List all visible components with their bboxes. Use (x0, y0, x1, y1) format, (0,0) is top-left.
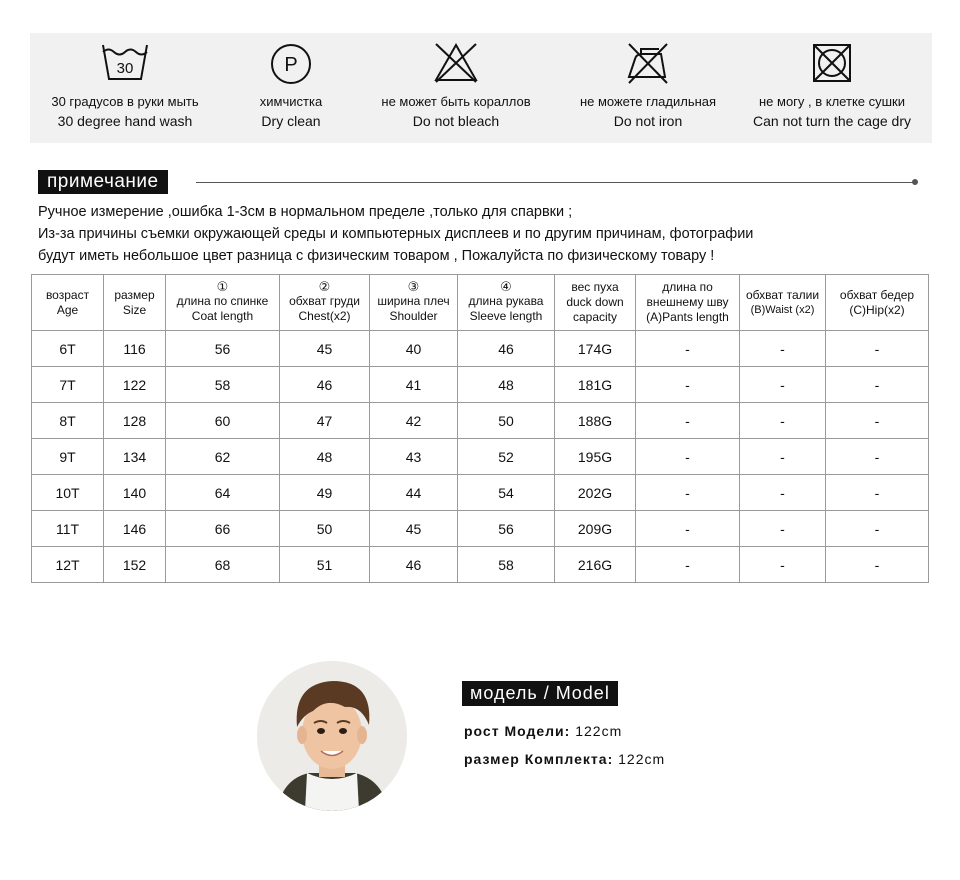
table-cell: - (826, 367, 929, 403)
care-label-ru: химчистка (259, 94, 323, 109)
model-size-value: 122cm (618, 751, 666, 767)
table-cell: 140 (104, 475, 166, 511)
header-ru: длина рукава (468, 294, 544, 308)
header-en: Sleeve length (469, 309, 543, 323)
dry-clean-icon (266, 39, 316, 87)
care-item-hand-wash (34, 33, 216, 143)
care-instructions-band (30, 33, 932, 143)
header-ru: внешнему шву (646, 295, 729, 309)
care-item-no-tumble-dry (742, 33, 922, 143)
table-cell: - (826, 547, 929, 583)
model-height-value: 122cm (575, 723, 623, 739)
table-cell: 45 (280, 331, 370, 367)
care-label-ru: не могу , в клетке сушки (758, 94, 905, 109)
table-cell: 209G (555, 511, 636, 547)
table-cell: 50 (280, 511, 370, 547)
table-cell: 181G (555, 367, 636, 403)
table-row (32, 547, 929, 583)
header-pants-length (636, 275, 740, 331)
table-cell: 46 (280, 367, 370, 403)
table-cell: 45 (370, 511, 458, 547)
table-cell: - (636, 331, 740, 367)
table-cell: 44 (370, 475, 458, 511)
table-cell: 58 (166, 367, 280, 403)
header-en: Size (122, 302, 147, 317)
table-row (32, 475, 929, 511)
wash-30-icon (100, 39, 150, 87)
table-cell: 128 (104, 403, 166, 439)
note-divider-dot (912, 179, 918, 185)
table-cell: 188G (555, 403, 636, 439)
table-cell: - (826, 475, 929, 511)
table-cell: - (636, 439, 740, 475)
table-cell: - (740, 403, 826, 439)
table-cell: 62 (166, 439, 280, 475)
table-cell: 12T (32, 547, 104, 583)
size-table (31, 274, 929, 583)
header-shoulder (370, 275, 458, 331)
table-cell: - (740, 331, 826, 367)
table-cell: 10T (32, 475, 104, 511)
table-cell: 66 (166, 511, 280, 547)
table-row (32, 511, 929, 547)
wash-temperature-label: 30 (116, 60, 134, 77)
table-cell: 146 (104, 511, 166, 547)
care-item-no-bleach (366, 33, 546, 143)
table-cell: 116 (104, 331, 166, 367)
header-en: Age (56, 302, 79, 317)
table-row (32, 331, 929, 367)
table-cell: - (740, 511, 826, 547)
header-ru: длина по (662, 280, 713, 294)
header-number: ① (216, 280, 229, 295)
table-cell: 9T (32, 439, 104, 475)
table-header-row (32, 275, 929, 331)
table-cell: - (826, 439, 929, 475)
header-en: Chest(x2) (298, 309, 351, 323)
care-label-ru: не может быть кораллов (381, 94, 531, 109)
header-sleeve-length (458, 275, 555, 331)
table-cell: 43 (370, 439, 458, 475)
header-size (104, 275, 166, 331)
header-ru: размер (114, 287, 155, 302)
table-cell: 46 (370, 547, 458, 583)
model-outfit-size (464, 751, 665, 767)
header-number: ② (318, 280, 331, 295)
table-cell: 47 (280, 403, 370, 439)
table-cell: - (740, 439, 826, 475)
table-cell: 40 (370, 331, 458, 367)
table-cell: 152 (104, 547, 166, 583)
header-waist (740, 275, 826, 331)
table-cell: 51 (280, 547, 370, 583)
header-hip (826, 275, 929, 331)
table-cell: 60 (166, 403, 280, 439)
table-cell: 122 (104, 367, 166, 403)
table-cell: 48 (280, 439, 370, 475)
table-cell: - (636, 475, 740, 511)
care-label-ru: не можете гладильная (579, 94, 717, 109)
header-en: Shoulder (389, 309, 438, 323)
table-cell: 68 (166, 547, 280, 583)
header-ru: обхват груди (289, 294, 360, 308)
table-cell: 216G (555, 547, 636, 583)
table-cell: - (636, 367, 740, 403)
header-en: (B)Waist (x2) (750, 303, 815, 316)
header-number: ③ (407, 280, 420, 295)
table-cell: - (636, 511, 740, 547)
table-cell: 48 (458, 367, 555, 403)
header-ru: обхват талии (745, 287, 820, 302)
table-cell: 8T (32, 403, 104, 439)
child-portrait-icon (257, 661, 407, 811)
table-cell: - (826, 511, 929, 547)
model-height (464, 723, 622, 739)
table-cell: 46 (458, 331, 555, 367)
table-cell: 50 (458, 403, 555, 439)
table-cell: 41 (370, 367, 458, 403)
note-line: будут иметь небольшое цвет разница с физическим товаром , Пожалуйста по физическому товару ! (38, 248, 715, 264)
note-line: Из-за причины съемки окружающей среды и компьютерных дисплеев и по другим причинам, фотографии (38, 226, 754, 242)
table-cell: 195G (555, 439, 636, 475)
table-row (32, 367, 929, 403)
header-coat-length (166, 275, 280, 331)
table-cell: 42 (370, 403, 458, 439)
header-age (32, 275, 104, 331)
care-label-en: Do not iron (613, 113, 683, 129)
header-number: ④ (500, 280, 512, 295)
table-cell: 58 (458, 547, 555, 583)
table-cell: 49 (280, 475, 370, 511)
care-label-en: Do not bleach (412, 113, 500, 129)
table-cell: 134 (104, 439, 166, 475)
size-table-body (32, 331, 929, 583)
table-cell: 174G (555, 331, 636, 367)
header-ru: ширина плеч (377, 294, 450, 308)
table-cell: - (740, 475, 826, 511)
model-height-label: рост Модели: (464, 723, 571, 739)
care-item-no-iron (556, 33, 740, 143)
care-item-dry-clean (216, 33, 366, 143)
care-label-en: 30 degree hand wash (57, 113, 193, 129)
table-cell: - (740, 547, 826, 583)
model-photo (257, 661, 407, 811)
header-ru: возраст (45, 287, 90, 302)
table-row (32, 403, 929, 439)
table-cell: 52 (458, 439, 555, 475)
header-ru: вес пуха (571, 280, 619, 294)
header-down-capacity (555, 275, 636, 331)
header-en: (C)Hip(x2) (849, 302, 905, 317)
dry-clean-letter: P (284, 54, 298, 76)
note-heading: примечание (38, 170, 168, 194)
model-heading: модель / Model (462, 681, 618, 706)
header-en: (A)Pants length (646, 310, 729, 324)
no-iron-icon (623, 39, 673, 87)
header-en: duck down (566, 295, 624, 309)
table-cell: 56 (458, 511, 555, 547)
table-cell: - (740, 367, 826, 403)
care-label-ru: 30 градусов в руки мыть (51, 94, 199, 109)
header-en: Coat length (191, 309, 254, 323)
no-bleach-icon (431, 39, 481, 87)
care-label-en: Dry clean (261, 113, 321, 129)
header-chest (280, 275, 370, 331)
table-cell: 54 (458, 475, 555, 511)
header-ru: обхват бедер (839, 287, 915, 302)
model-size-label: размер Комплекта: (464, 751, 614, 767)
table-cell: 56 (166, 331, 280, 367)
note-line: Ручное измерение ,ошибка 1-3см в нормальном пределе ,только для спарвки ; (38, 204, 573, 220)
table-cell: - (826, 331, 929, 367)
table-cell: 64 (166, 475, 280, 511)
table-cell: - (636, 547, 740, 583)
table-cell: 7T (32, 367, 104, 403)
table-row (32, 439, 929, 475)
table-cell: 6T (32, 331, 104, 367)
care-label-en: Can not turn the cage dry (753, 113, 911, 129)
header-ru: длина по спинке (176, 294, 269, 308)
table-cell: - (636, 403, 740, 439)
header-en: capacity (572, 310, 618, 324)
note-divider (196, 182, 914, 183)
no-tumble-dry-icon (807, 39, 857, 87)
table-cell: 202G (555, 475, 636, 511)
table-cell: 11T (32, 511, 104, 547)
table-cell: - (826, 403, 929, 439)
